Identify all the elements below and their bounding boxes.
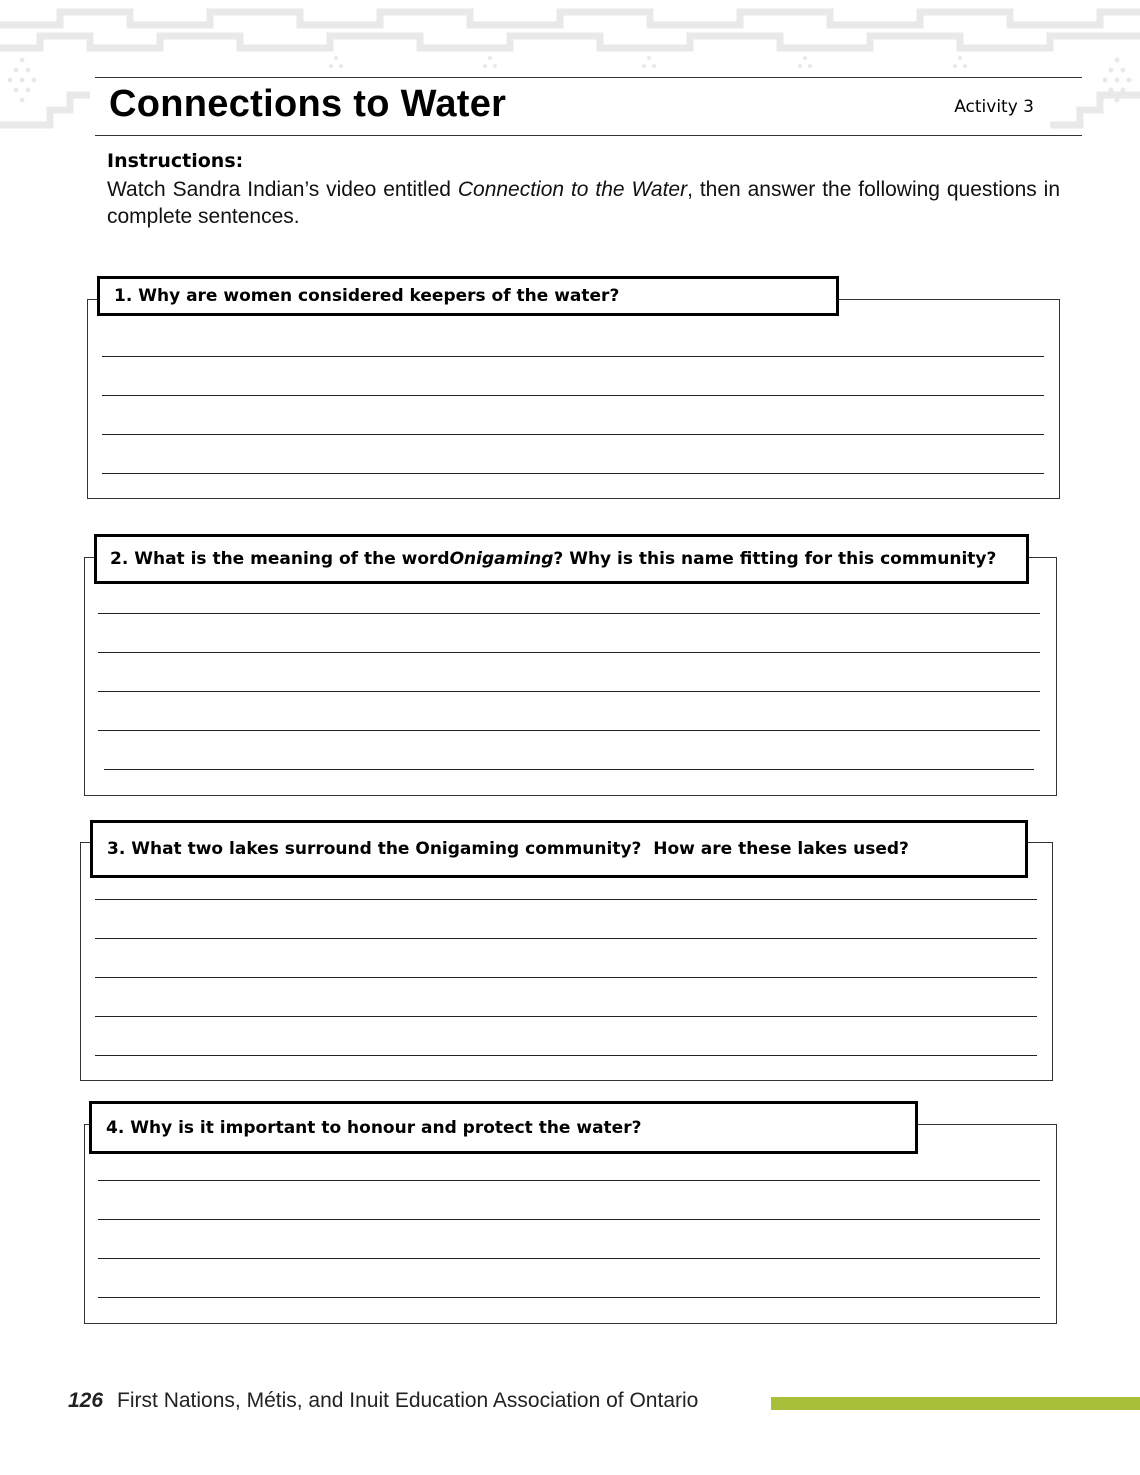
question-1-answer-line[interactable] xyxy=(102,395,1044,396)
question-4-answer-line[interactable] xyxy=(98,1219,1040,1220)
question-3-answer-line[interactable] xyxy=(95,1016,1037,1017)
question-2-answer-line[interactable] xyxy=(104,769,1034,770)
question-2-answer-box xyxy=(84,557,1057,796)
question-1-answer-line[interactable] xyxy=(102,356,1044,357)
footer-organization: First Nations, Métis, and Inuit Education Association of Ontario xyxy=(117,1389,699,1412)
question-1-text: Why are women considered keepers of the water? xyxy=(138,286,620,306)
question-4-answer-box xyxy=(84,1124,1057,1324)
question-2-text-after: ? Why is this name fitting for this community? xyxy=(553,549,997,569)
question-3-answer-line[interactable] xyxy=(95,899,1037,900)
question-4-answer-line[interactable] xyxy=(98,1297,1040,1298)
question-3-label xyxy=(90,820,1028,878)
question-4-answer-line[interactable] xyxy=(98,1258,1040,1259)
question-1-answer-line[interactable] xyxy=(102,434,1044,435)
question-3-answer-line[interactable] xyxy=(95,977,1037,978)
instructions-text-before: Watch Sandra Indian’s video entitled xyxy=(107,178,458,201)
question-2-italic-word: Onigaming xyxy=(449,549,554,569)
header-bottom-rule xyxy=(95,135,1082,136)
question-4-label xyxy=(89,1101,918,1154)
question-1-answer-box xyxy=(87,299,1060,499)
instructions-text xyxy=(107,176,1060,230)
question-4-answer-line[interactable] xyxy=(98,1180,1040,1181)
question-2-text-before: What is the meaning of the word xyxy=(134,549,450,569)
question-4-number: 4. xyxy=(106,1117,125,1138)
decorative-header-pattern xyxy=(0,0,1140,150)
question-2-answer-line[interactable] xyxy=(98,613,1040,614)
header-top-rule xyxy=(95,77,1082,78)
question-3-text: What two lakes surround the Onigaming community? How are these lakes used? xyxy=(131,839,909,859)
instructions-text-after: , then answer the following questions in complete sentences. xyxy=(107,178,1061,228)
question-1-answer-line[interactable] xyxy=(102,473,1044,474)
question-2-answer-line[interactable] xyxy=(98,652,1040,653)
question-3-answer-line[interactable] xyxy=(95,938,1037,939)
question-3-number: 3. xyxy=(107,839,126,859)
instructions-heading: Instructions: xyxy=(107,150,244,172)
question-2-number: 2. xyxy=(110,549,129,569)
question-4-text: Why is it important to honour and protect the water? xyxy=(130,1117,642,1138)
activity-label: Activity 3 xyxy=(954,97,1034,117)
question-2-answer-line[interactable] xyxy=(98,691,1040,692)
question-1-label xyxy=(97,276,839,316)
question-2-label xyxy=(94,534,1029,584)
page-footer xyxy=(68,1389,698,1413)
question-3-answer-line[interactable] xyxy=(95,1055,1037,1056)
question-1-number: 1. xyxy=(114,286,133,306)
question-2-answer-line[interactable] xyxy=(98,730,1040,731)
video-title: Connection to the Water xyxy=(457,178,688,201)
page-title: Connections to Water xyxy=(109,83,507,125)
footer-accent-bar xyxy=(771,1397,1140,1410)
page-number: 126 xyxy=(68,1389,104,1412)
